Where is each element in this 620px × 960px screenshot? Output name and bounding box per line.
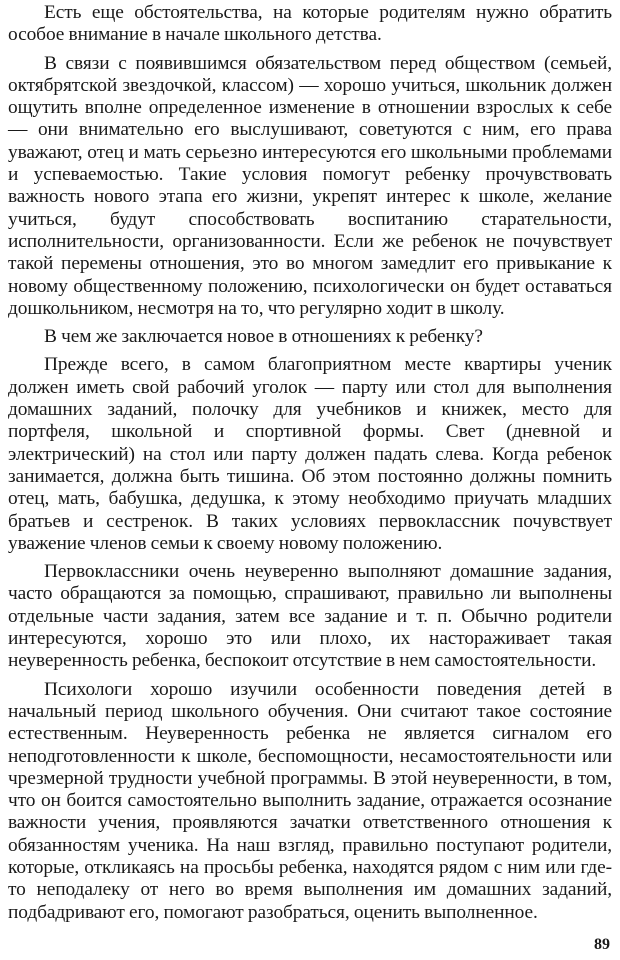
paragraph-4: Прежде всего, в самом благоприятном месте квартиры ученик должен иметь свой рабочий уголок — парту или стол для выполнения домашних заданий, полочку для учебников и книжек, место для портфеля, школьной и спортивной формы. Свет (дневной и электрический) на стол или парту должен падать слева. Когда ребенок занимается, должна быть тишина. Об этом постоянно должны помнить отец, мать, бабушка, дедушка, к этому необходимо приучать младших братьев и сестренок. В таких условиях первоклассник почувствует уважение членов семьи к своему новому положению. <box>8 354 612 554</box>
paragraph-3-question: В чем же заключается новое в отношениях к ребенку? <box>44 326 483 348</box>
paragraph-5: Первоклассники очень неуверенно выполняют домашние задания, часто обращаются за помощью, спрашивают, правильно ли выполнены отдельные части задания, затем все задание и т. п. Обычно родители интересуются, хорошо это или плохо, их настораживает такая неуверенность ребенка, беспокоит отсутствие в нем самостоятельности. <box>8 561 612 672</box>
paragraph-1: Есть еще обстоятельства, на которые родителям нужно обратить особое внимание в начале школьного детства. <box>8 2 612 46</box>
page-body <box>8 2 612 924</box>
paragraph-2: В связи с появившимся обязательством перед обществом (семьей, октябрятской звездочкой, классом) — хорошо учиться, школьник должен ощутить вполне определенное изменение в отношении взрослых к себе — они внимательно его выслушивают, советуются с ним, его права уважают, отец и мать серьезно интересуются его школьными проблемами и успеваемостью. Такие условия помогут ребенку прочувствовать важность нового этапа его жизни, укрепят интерес к школе, желание учиться, будут способствовать воспитанию старательности, исполнительности, организованности. Если же ребенок не почувствует такой перемены отношения, это во многом замедлит его привыкание к новому общественному положению, психологически он будет оставаться дошкольником, несмотря на то, что регулярно ходит в школу. <box>8 52 612 319</box>
page-number: 89 <box>594 936 610 953</box>
paragraph-6: Психологи хорошо изучили особенности поведения детей в начальный период школьного обучения. Они считают такое состояние естественным. Неуверенность ребенка не является сигналом его неподготовленности к школе, беспомощности, несамостоятельности или чрезмерной трудности учебной программы. В этой неуверенности, в том, что он боится самостоятельно выполнить задание, отражается осознание важности учения, проявляются зачатки ответственного отношения к обязанностям ученика. На наш взгляд, правильно поступают родители, которые, откликаясь на просьбы ребенка, находятся рядом с ним или где-то неподалеку от него во время выполнения им домашних заданий, подбадривают его, помогают разобраться, оценить выполненное. <box>8 678 612 923</box>
